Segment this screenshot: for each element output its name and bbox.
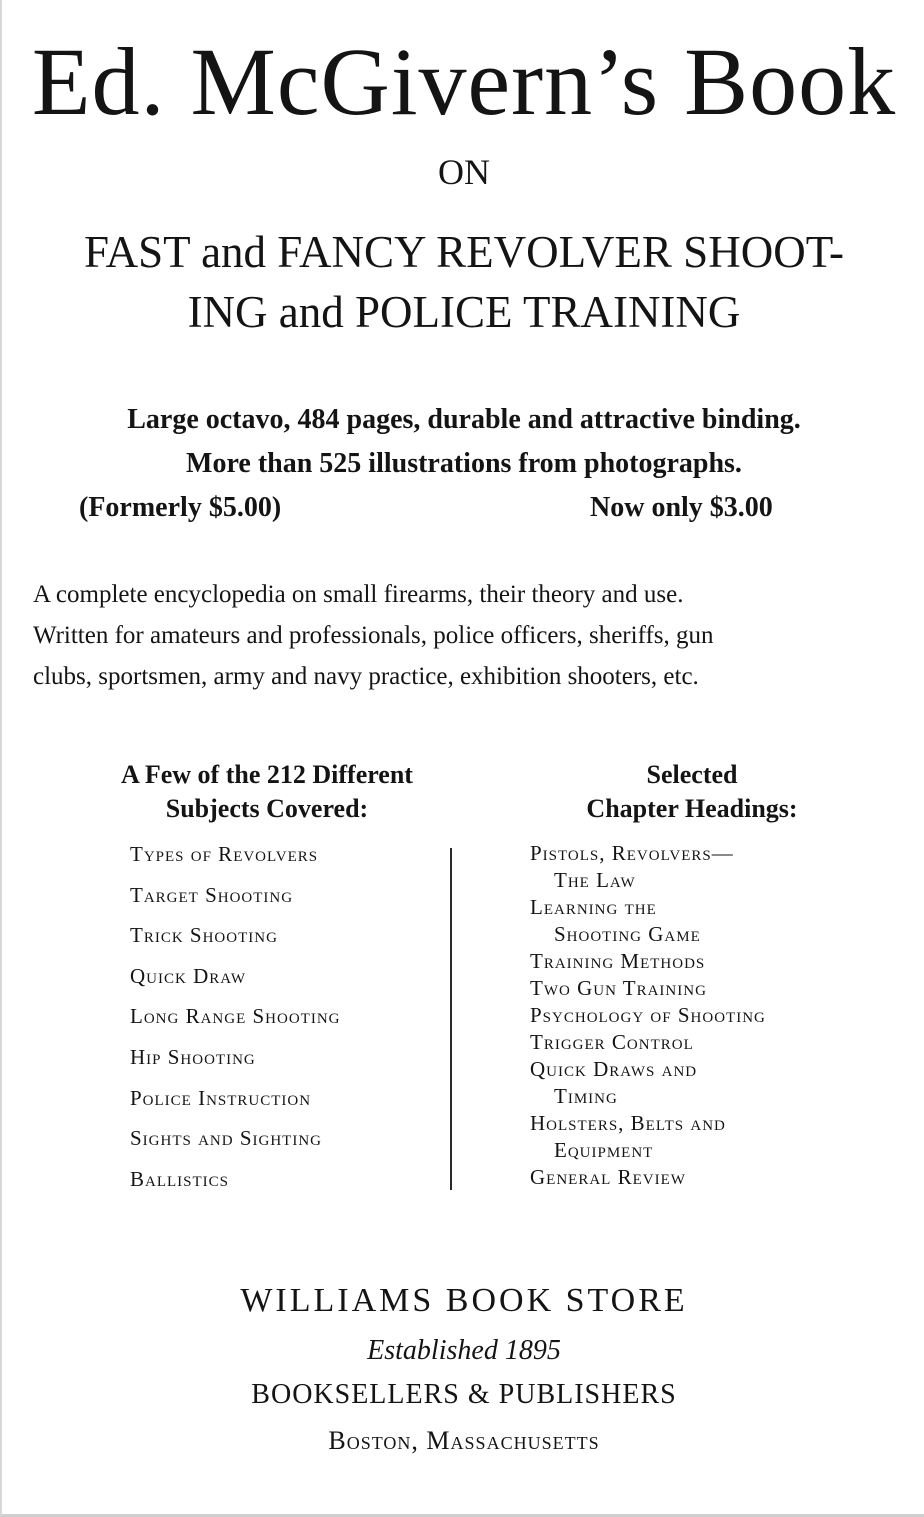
subjects-heading-line-1: A Few of the 212 Different [121,760,413,789]
list-item [530,1029,766,1056]
book-specs [2,398,924,530]
description-line-3: clubs, sportsmen, army and navy practice, exhibition shooters, etc. [33,663,699,690]
current-price: Now only $3.00 [590,492,773,523]
chapter-title: Trigger Control [530,1030,694,1054]
chapter-title: Quick Draws and [530,1057,698,1081]
list-item: Ballistics [130,1166,230,1191]
former-price: (Formerly $5.00) [79,492,282,523]
book-subject-line-2: ING and POLICE TRAINING [187,287,741,337]
store-tagline: BOOKSELLERS & PUBLISHERS [251,1379,677,1410]
list-item [530,1056,766,1110]
store-name: WILLIAMS BOOK STORE [240,1282,688,1319]
list-item: Sights and Sighting [130,1126,323,1151]
chapter-title: Training Methods [530,949,706,973]
on-label: ON [438,152,490,192]
subjects-list [130,838,341,1203]
description-line-1: A complete encyclopedia on small firearms, their theory and use. [33,581,684,608]
specs-line-1: Large octavo, 484 pages, durable and attractive binding. [127,404,801,435]
column-divider [450,848,452,1190]
chapters-heading [482,758,902,826]
list-item: Long Range Shooting [130,1004,341,1029]
list-item [530,948,766,975]
list-item [530,1002,766,1029]
ad-title: Ed. McGivern’s Book [31,28,897,135]
chapter-title: Two Gun Training [530,976,707,1000]
chapter-title-continued: Equipment [554,1138,654,1162]
chapters-heading-line-2: Chapter Headings: [586,794,798,823]
book-description [33,574,895,697]
list-item [530,840,766,894]
chapter-title: Learning the [530,895,657,919]
list-item: Trick Shooting [130,923,278,948]
subjects-heading [62,758,472,826]
list-item [530,975,766,1002]
list-item: Types of Revolvers [130,842,319,866]
list-item [530,894,766,948]
store-location: Boston, Massachusetts [328,1426,600,1455]
list-item: Police Instruction [130,1085,312,1110]
description-line-2: Written for amateurs and professionals, police officers, sheriffs, gun [33,622,714,649]
store-established: Established 1895 [367,1335,561,1366]
list-item: Target Shooting [130,882,294,907]
chapter-title: Holsters, Belts and [530,1111,726,1135]
chapter-title: General Review [530,1165,686,1189]
chapter-title-continued: The Law [554,868,636,892]
chapter-title-continued: Shooting Game [554,922,701,946]
book-subject [2,222,924,342]
chapter-title-continued: Timing [554,1084,618,1108]
book-subject-line-1: FAST and FANCY REVOLVER SHOOT- [83,227,845,277]
list-item: Hip Shooting [130,1044,256,1069]
specs-line-2: More than 525 illustrations from photographs. [186,448,742,479]
price-row [2,486,924,530]
list-item: Quick Draw [130,963,247,988]
chapter-title: Pistols, Revolvers— [530,841,734,865]
list-item [530,1110,766,1164]
chapter-title: Psychology of Shooting [530,1003,766,1027]
subjects-heading-line-2: Subjects Covered: [165,794,369,823]
chapters-list [530,840,766,1191]
list-item [530,1164,766,1191]
chapters-heading-line-1: Selected [646,760,738,789]
